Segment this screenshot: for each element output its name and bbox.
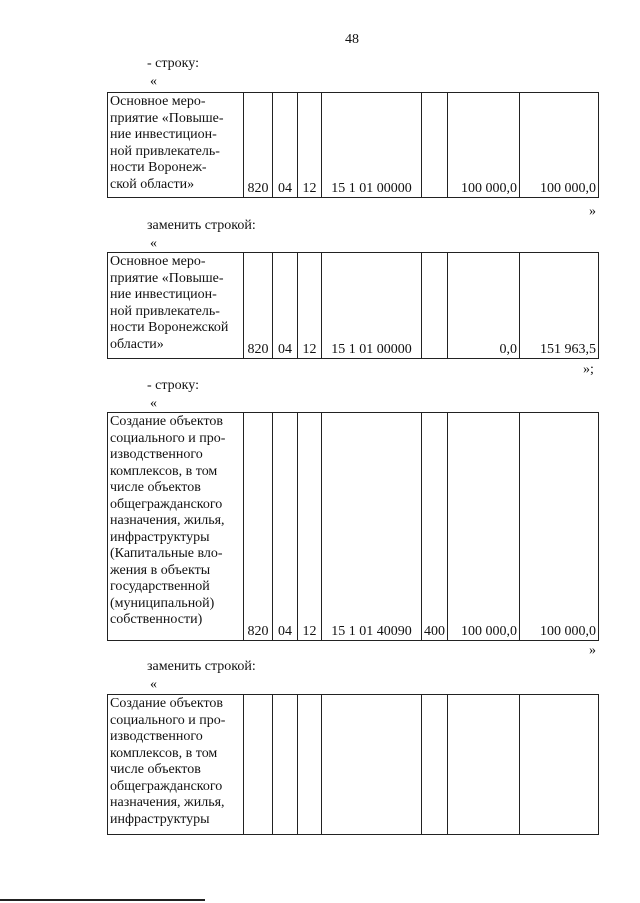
cell-ministry	[244, 695, 273, 835]
table-row	[108, 93, 599, 198]
cell-target-code	[322, 695, 422, 835]
budget-table	[107, 694, 599, 835]
cell-subsection: 12	[298, 93, 322, 198]
instruction-label: - строку:	[147, 378, 199, 393]
table-row	[108, 413, 599, 641]
row-name: Создание объектов социального и про- изводственного комплексов, в том числе объектов общегражданского назначения, жилья, инфраструктуры	[108, 695, 244, 835]
table-row	[108, 253, 599, 359]
cell-section: 04	[273, 93, 298, 198]
cell-amount-1: 100 000,0	[448, 93, 520, 198]
cell-section: 04	[273, 253, 298, 359]
open-quote: «	[150, 74, 157, 89]
cell-ministry: 820	[244, 93, 273, 198]
cell-target-code: 15 1 01 40090	[322, 413, 422, 641]
instruction-label: заменить строкой:	[147, 659, 256, 674]
budget-table	[107, 92, 599, 198]
cell-target-code: 15 1 01 00000	[322, 93, 422, 198]
cell-amount-2: 100 000,0	[520, 413, 599, 641]
instruction-label: - строку:	[147, 56, 199, 71]
cell-section	[273, 695, 298, 835]
cell-expense-type: 400	[422, 413, 448, 641]
cell-amount-2: 151 963,5	[520, 253, 599, 359]
cell-expense-type	[422, 253, 448, 359]
open-quote: «	[150, 677, 157, 692]
cell-amount-1: 0,0	[448, 253, 520, 359]
open-quote: «	[150, 396, 157, 411]
cell-ministry: 820	[244, 253, 273, 359]
cell-subsection	[298, 695, 322, 835]
instruction-label: заменить строкой:	[147, 218, 256, 233]
cell-expense-type	[422, 695, 448, 835]
cell-section: 04	[273, 413, 298, 641]
cell-amount-1: 100 000,0	[448, 413, 520, 641]
row-name: Основное меро- приятие «Повыше- ние инвестицион- ной привлекатель- ности Воронеж- ской области»	[108, 93, 244, 198]
cell-amount-2: 100 000,0	[520, 93, 599, 198]
close-quote: »	[589, 204, 596, 219]
budget-table	[107, 412, 599, 641]
budget-table	[107, 252, 599, 359]
close-quote: »;	[583, 362, 594, 377]
cell-amount-2	[520, 695, 599, 835]
cell-ministry: 820	[244, 413, 273, 641]
table-row	[108, 695, 599, 835]
cell-expense-type	[422, 93, 448, 198]
cell-subsection: 12	[298, 253, 322, 359]
open-quote: «	[150, 236, 157, 251]
page-number: 48	[345, 32, 359, 47]
cell-subsection: 12	[298, 413, 322, 641]
close-quote: »	[589, 643, 596, 658]
cell-amount-1	[448, 695, 520, 835]
row-name: Создание объектов социального и про- изводственного комплексов, в том числе объектов общегражданского назначения, жилья, инфраструктуры (Капитальные вло- жения в объекты государственной (муниципальной) собственности)	[108, 413, 244, 641]
row-name: Основное меро- приятие «Повыше- ние инвестицион- ной привлекатель- ности Воронежской области»	[108, 253, 244, 359]
footer-rule	[0, 899, 205, 901]
cell-target-code: 15 1 01 00000	[322, 253, 422, 359]
